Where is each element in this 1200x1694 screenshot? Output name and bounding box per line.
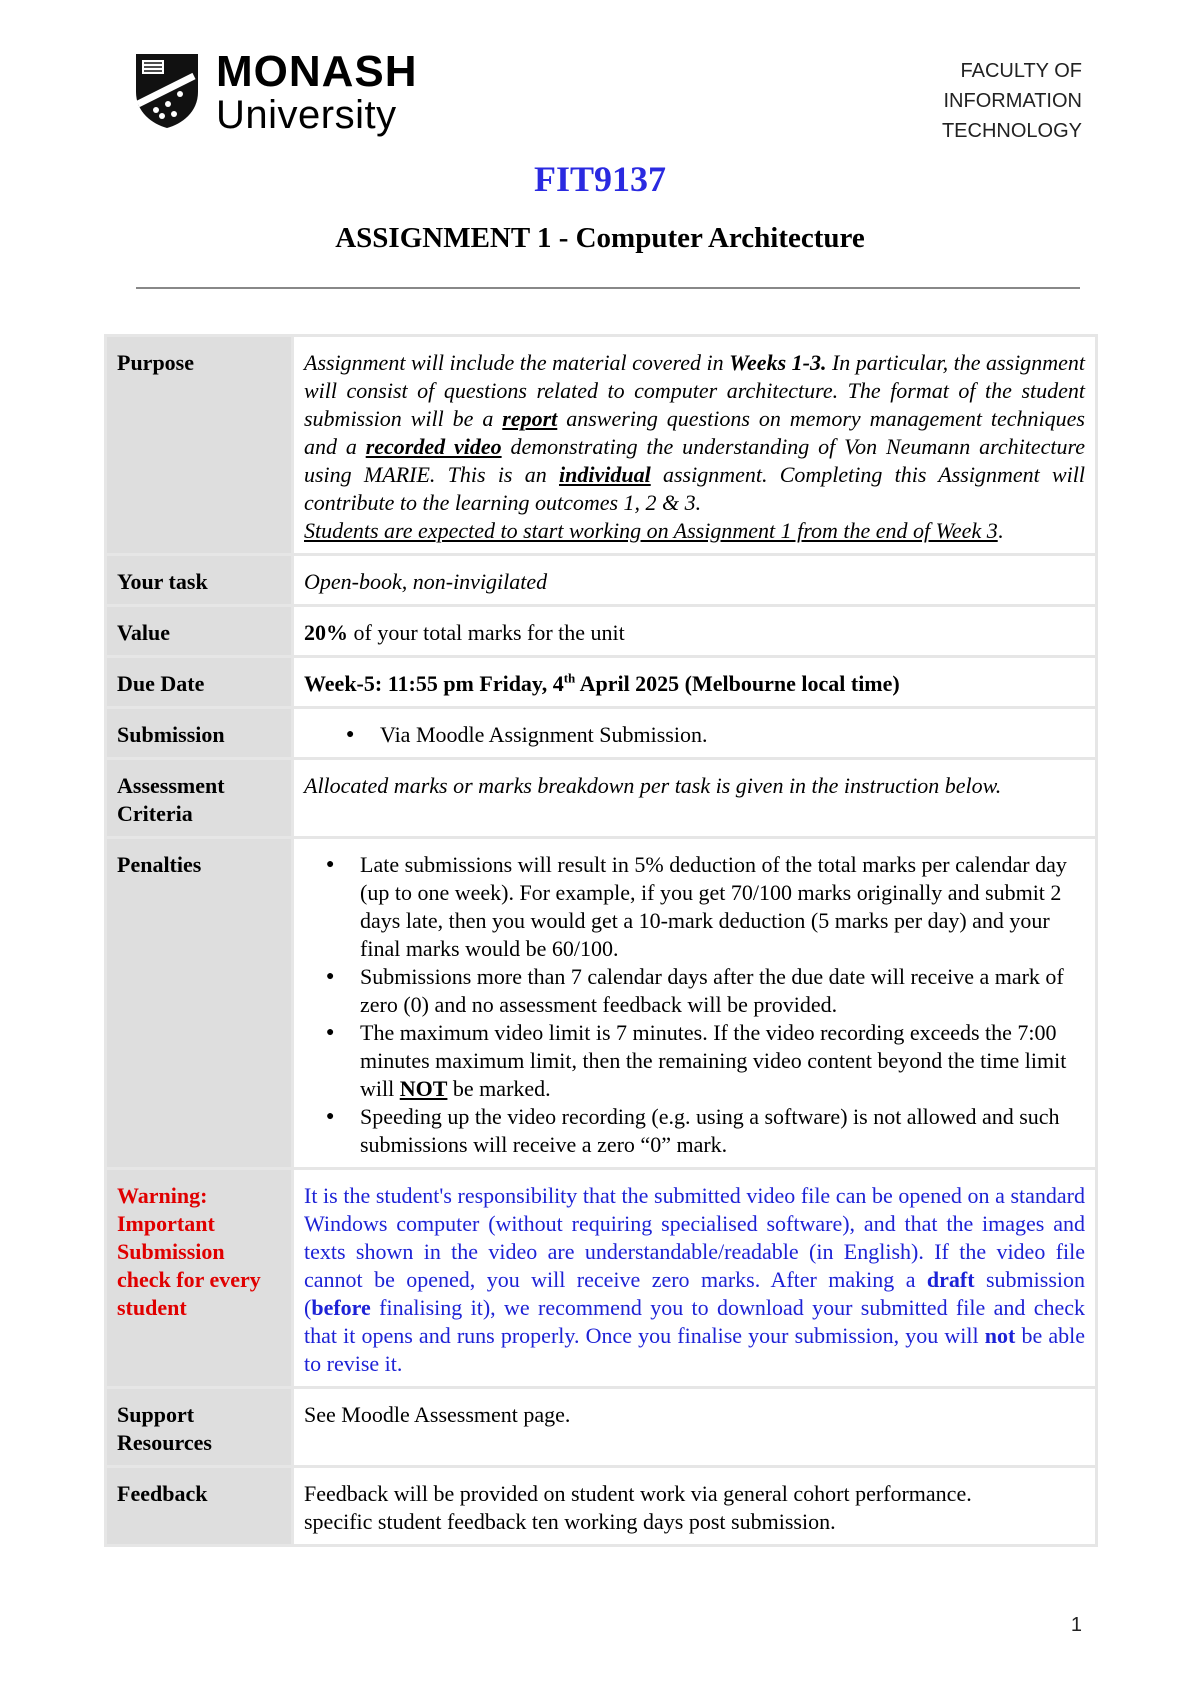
unit-code: FIT9137 — [533, 159, 666, 199]
warning-text: finalising it), we recommend you to download your submitted file and check that it opens and runs properly. Once you finalise your submission, you will — [304, 1295, 1085, 1348]
purpose-recorded-video: recorded video — [365, 434, 502, 459]
row-due-date — [106, 657, 1097, 708]
faculty-line: TECHNOLOGY — [941, 120, 1082, 142]
page-number: 1 — [1070, 1614, 1082, 1636]
row-warning — [106, 1169, 1097, 1388]
purpose-individual: individual — [559, 462, 651, 487]
purpose-text: answering questions on memory management techniques and a — [304, 406, 1085, 459]
row-purpose — [106, 336, 1097, 555]
logo-university-text: University — [216, 93, 397, 137]
monash-logo — [128, 48, 428, 138]
warning-text: It is the student's responsibility that the submitted video file can be opened on a standard Windows computer (without requiring specialised software), and that the images and texts shown in the video are understandable/readable (in English). If the video file cannot be opened, you will receive zero marks. After making a — [304, 1183, 1085, 1292]
row-feedback — [106, 1467, 1097, 1546]
purpose-weeks: Weeks 1-3. — [729, 350, 827, 375]
purpose-text: demonstrating the understanding of Von Neumann architecture using MARIE. This is an — [304, 434, 1086, 487]
feedback-value — [293, 1467, 1097, 1546]
your-task-label: Your task — [106, 555, 293, 606]
assessment-criteria-label: Assessment Criteria — [106, 759, 293, 838]
warning-draft: draft — [926, 1267, 975, 1292]
faculty-line: FACULTY OF — [960, 60, 1082, 82]
monash-crest-icon — [134, 52, 200, 130]
purpose-report: report — [502, 406, 558, 431]
list-item: ● Via Moodle Assignment Submission. — [380, 721, 1085, 749]
purpose-expectation-end: . — [997, 518, 1004, 543]
feedback-line: Feedback will be provided on student work via general cohort performance. — [304, 1481, 972, 1506]
warning-label: Warning: Important Submission check for every student — [106, 1169, 293, 1388]
penalty-text: The maximum video limit is 7 minutes. If the video recording exceeds the 7:00 minutes maximum limit, then the remaining video content beyond the time limit will — [360, 1020, 1067, 1101]
list-item: ● Speeding up the video recording (e.g. using a software) is not allowed and such submissions will receive a zero “0” mark. — [360, 1103, 1085, 1159]
value-text: of your total marks for the unit — [348, 620, 625, 645]
list-item: ● Submissions more than 7 calendar days after the due date will receive a mark of zero (0) and no assessment feedback will be provided. — [360, 963, 1085, 1019]
due-date-label: Due Date — [106, 657, 293, 708]
faculty-name — [942, 56, 1082, 146]
due-date-ordinal: th — [563, 670, 576, 686]
warning-value — [293, 1169, 1097, 1388]
purpose-expectation: Students are expected to start working on Assignment 1 from the end of Week 3 — [304, 518, 998, 543]
penalty-not: NOT — [399, 1076, 448, 1101]
value-percent: 20% — [304, 620, 348, 645]
logo-monash-text: MONASH — [216, 47, 418, 96]
warning-not: not — [984, 1323, 1016, 1348]
row-assessment-criteria — [106, 759, 1097, 838]
row-submission — [106, 708, 1097, 759]
due-date-value — [293, 657, 1097, 708]
list-item: ● Late submissions will result in 5% deduction of the total marks per calendar day (up to one week). For example, if you get 70/100 marks originally and submit 2 days late, then you would get a 10-mark deduction (5 marks per day) and your final marks would be 60/100. — [360, 851, 1085, 963]
value-value — [293, 606, 1097, 657]
row-your-task — [106, 555, 1097, 606]
penalties-label: Penalties — [106, 838, 293, 1169]
warning-before: before — [311, 1295, 371, 1320]
purpose-value — [293, 336, 1097, 555]
submission-label: Submission — [106, 708, 293, 759]
due-date-text: Week-5: 11:55 pm Friday, 4 — [304, 671, 564, 696]
row-support-resources — [106, 1388, 1097, 1467]
warning-text: submission ( — [304, 1267, 1085, 1320]
support-resources-value: See Moodle Assessment page. — [293, 1388, 1097, 1467]
purpose-text: assignment. Completing this Assignment will contribute to the learning outcomes 1, 2 & 3. — [304, 462, 1085, 515]
your-task-value: Open-book, non-invigilated — [293, 555, 1097, 606]
purpose-label: Purpose — [106, 336, 293, 555]
purpose-text: In particular, the assignment will consist of questions related to computer architecture. The format of the student submission will be a — [304, 350, 1085, 431]
feedback-line: specific student feedback ten working days post submission. — [304, 1509, 836, 1534]
penalty-text: be marked. — [447, 1076, 551, 1101]
assignment-title: ASSIGNMENT 1 - Computer Architecture — [335, 222, 865, 254]
submission-value — [293, 708, 1097, 759]
row-penalties — [106, 838, 1097, 1169]
purpose-text: Assignment will include the material covered in — [304, 350, 730, 375]
feedback-label: Feedback — [106, 1467, 293, 1546]
value-label: Value — [106, 606, 293, 657]
support-resources-label: Support Resources — [106, 1388, 293, 1467]
due-date-text: April 2025 (Melbourne local time) — [575, 671, 900, 696]
row-value — [106, 606, 1097, 657]
list-item — [360, 1019, 1085, 1103]
faculty-line: INFORMATION — [943, 90, 1082, 112]
assignment-info-table — [104, 334, 1098, 1547]
title-divider — [136, 287, 1080, 289]
warning-text: be able to revise it. — [304, 1323, 1085, 1376]
penalties-value — [293, 838, 1097, 1169]
assessment-criteria-value: Allocated marks or marks breakdown per task is given in the instruction below. — [293, 759, 1097, 838]
